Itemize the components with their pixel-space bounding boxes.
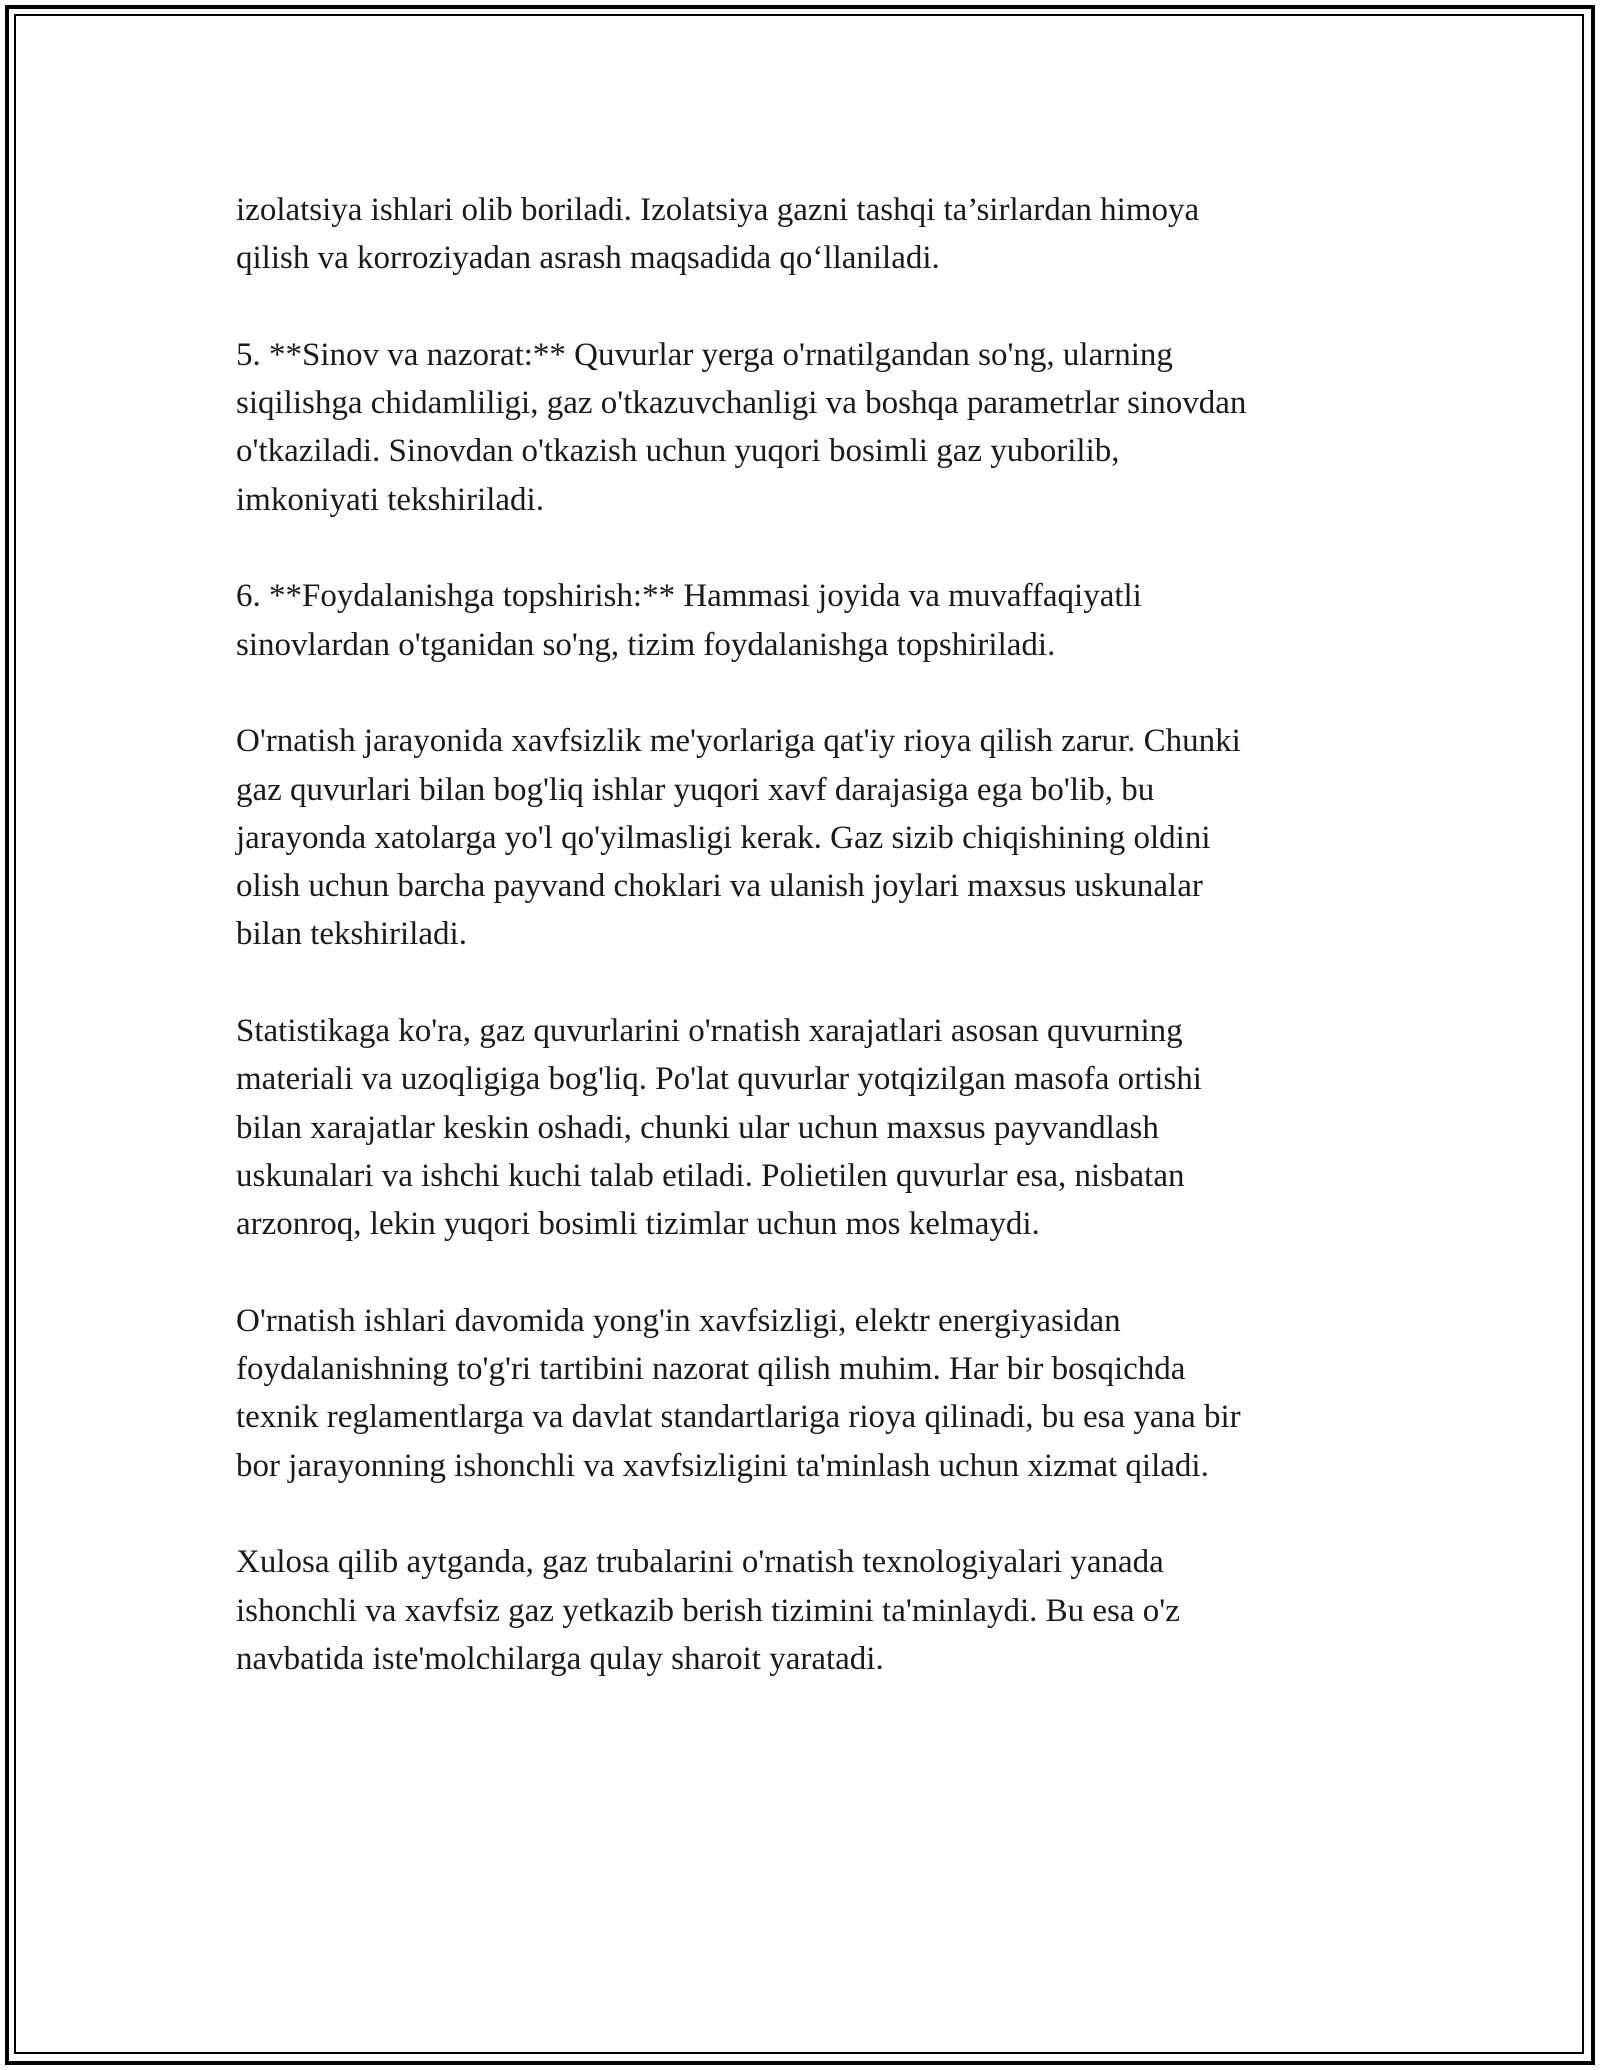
paragraph-statistics-costs: Statistikaga ko'ra, gaz quvurlarini o'rnatish xarajatlari asosan quvurning materiali va uzoqligiga bog'liq. Po'lat quvurlar yotqizilgan masofa ortishi bilan xarajatlar keskin oshadi, chunki ular uchun maxsus payvandlash uskunalari va ishchi kuchi talab etiladi. Polietilen quvurlar esa, nisbatan arzonroq, lekin yuqori bosimli tizimlar uchun mos kelmaydi. (236, 1013, 1202, 1243)
paragraph-commissioning: 6. **Foydalanishga topshirish:** Hammasi joyida va muvaffaqiyatli sinovlardan o'tganidan so'ng, tizim foydalanishga topshiriladi. (236, 578, 1142, 663)
document-body (236, 186, 1416, 1732)
paragraph-insulation: izolatsiya ishlari olib boriladi. Izolatsiya gazni tashqi ta’sirlardan himoya qilish va korroziyadan asrash maqsadida qo‘llaniladi. (236, 192, 1200, 277)
paragraph-safety-norms: O'rnatish jarayonida xavfsizlik me'yorlariga qat'iy rioya qilish zarur. Chunki gaz quvurlari bilan bog'liq ishlar yuqori xavf darajasiga ega bo'lib, bu jarayonda xatolarga yo'l qo'yilmasligi kerak. Gaz sizib chiqishining oldini olish uchun barcha payvand choklari va ulanish joylari maxsus uskunalar bilan tekshiriladi. (236, 723, 1241, 953)
paragraph-testing-control: 5. **Sinov va nazorat:** Quvurlar yerga o'rnatilgandan so'ng, ularning siqilishga chidamliligi, gaz o'tkazuvchanligi va boshqa parametrlar sinovdan o'tkaziladi. Sinovdan o'tkazish uchun yuqori bosimli gaz yuborilib, imkoniyati tekshiriladi. (236, 336, 1247, 518)
paragraph-fire-safety: O'rnatish ishlari davomida yong'in xavfsizligi, elektr energiyasidan foydalanishning to'g'ri tartibini nazorat qilish muhim. Har bir bosqichda texnik reglamentlarga va davlat standartlariga rioya qilinadi, bu esa yana bir bor jarayonning ishonchli va xavfsizligini ta'minlash uchun xizmat qiladi. (236, 1302, 1241, 1484)
paragraph-conclusion: Xulosa qilib aytganda, gaz trubalarini o'rnatish texnologiyalari yanada ishonchli va xavfsiz gaz yetkazib berish tizimini ta'minlaydi. Bu esa o'z navbatida iste'molchilarga qulay sharoit yaratadi. (236, 1544, 1180, 1677)
